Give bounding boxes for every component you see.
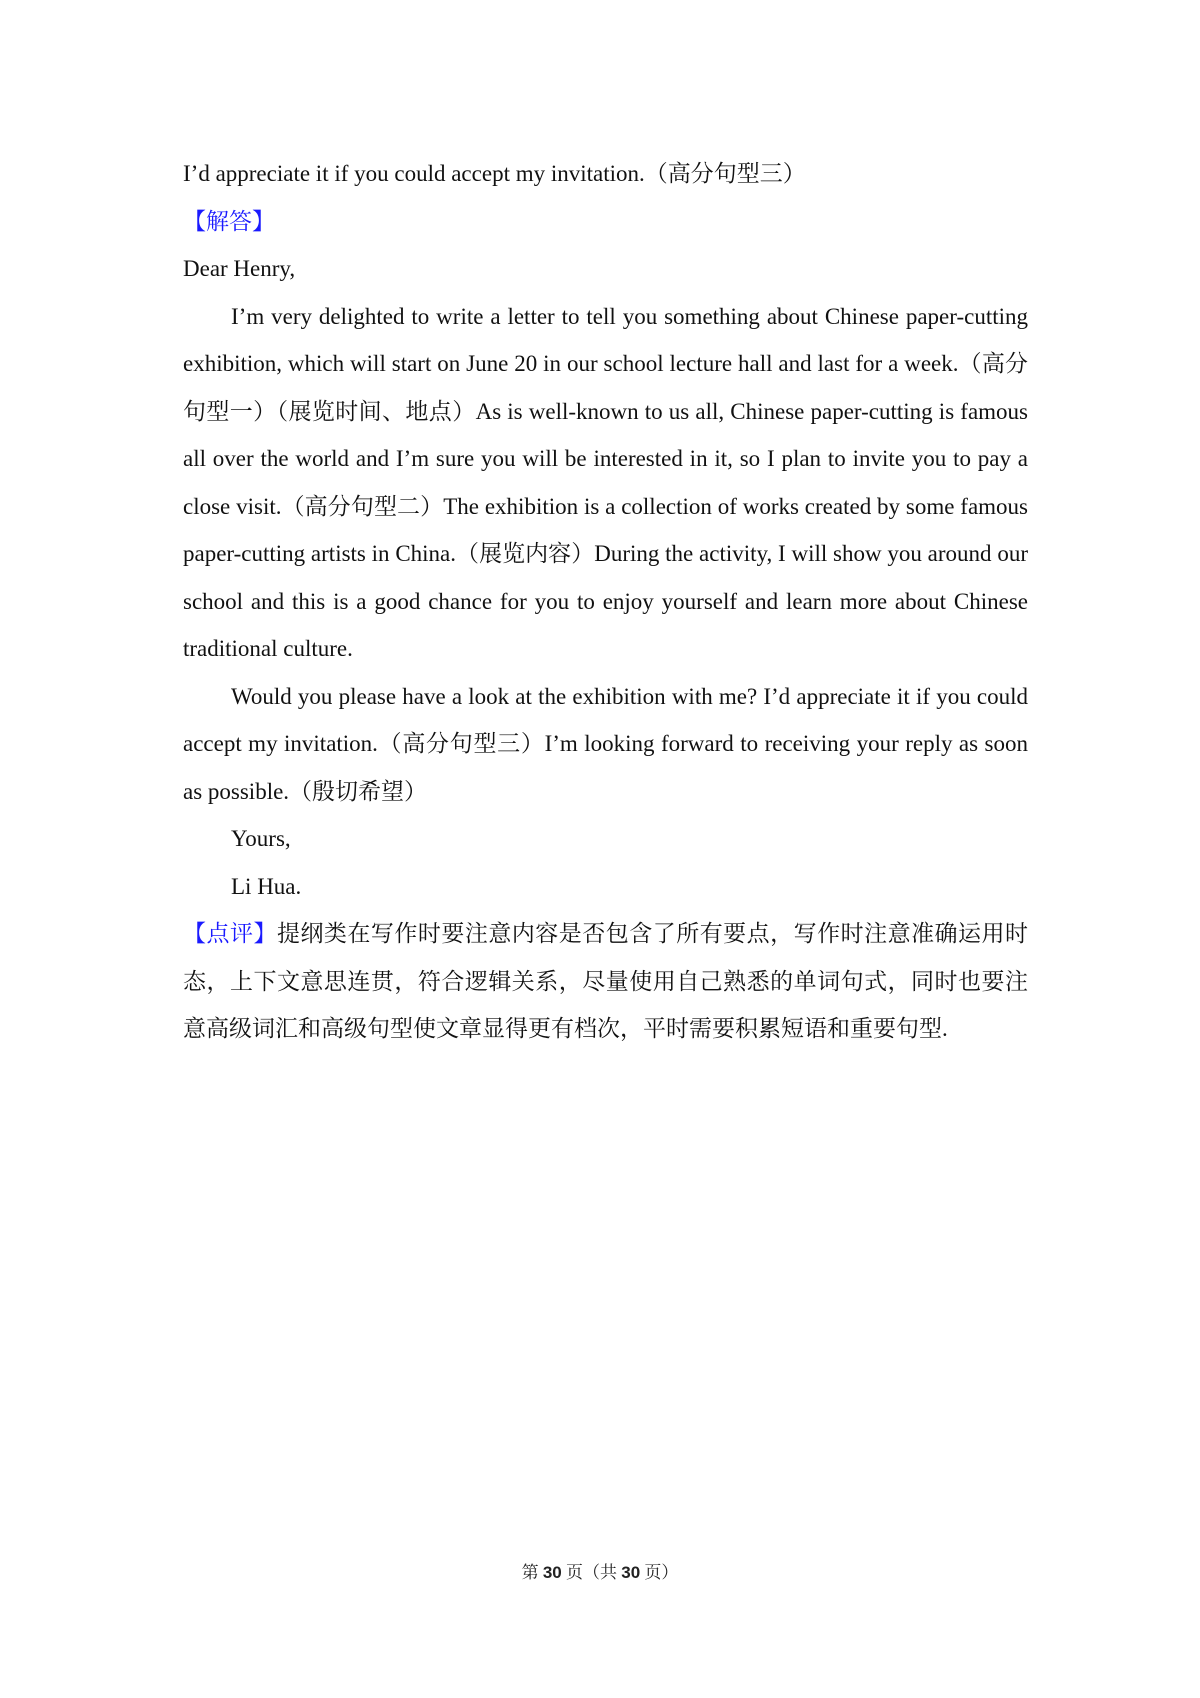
salutation: Dear Henry,: [183, 256, 296, 281]
intro-line: I’d appreciate it if you could accept my invitation.（高分句型三）: [183, 161, 806, 186]
total-pages: 30: [621, 1563, 641, 1582]
letter-paragraph-1: I’m very delighted to write a letter to tell you something about Chinese paper-cutting exhibition, which will start on June 20 in our school lecture hall and last for a week.（高分句型一）（展览时间、地点）As is well-known to us all, Chinese paper-cutting is famous all over the world and I’m sure you will be interested in it, so I plan to invite you to pay a close visit.（高分句型二）The exhibition is a collection of works created by some famous paper-cutting artists in China.（展览内容）During the activity, I will show you around our school and this is a good chance for you to enjoy yourself and learn more about Chinese traditional culture.: [183, 303, 1028, 661]
footer-middle: 页（共: [561, 1563, 622, 1582]
footer-prefix: 第: [521, 1563, 543, 1582]
comment-text: 提纲类在写作时要注意内容是否包含了所有要点，写作时注意准确运用时态，上下文意思连贯，符合逻辑关系，尽量使用自己熟悉的单词句式，同时也要注意高级词汇和高级句型使文章显得更有档次，平时需要积累短语和重要句型.: [183, 921, 1029, 1041]
closing: Yours,: [231, 826, 291, 851]
signature: Li Hua.: [231, 873, 302, 899]
letter-paragraph-2: Would you please have a look at the exhibition with me? I’d appreciate it if you could accept my invitation.（高分句型三）I’m looking forward to receiving your reply as soon as possible.（殷切希望）: [183, 683, 1028, 804]
document-body: [183, 150, 1028, 1053]
page-footer: [0, 1558, 1200, 1583]
answer-label: 【解答】: [183, 208, 275, 234]
page-number: 30: [542, 1563, 562, 1582]
footer-suffix: 页）: [640, 1563, 679, 1582]
comment: [183, 910, 1028, 1053]
comment-label: 【点评】: [183, 921, 277, 946]
